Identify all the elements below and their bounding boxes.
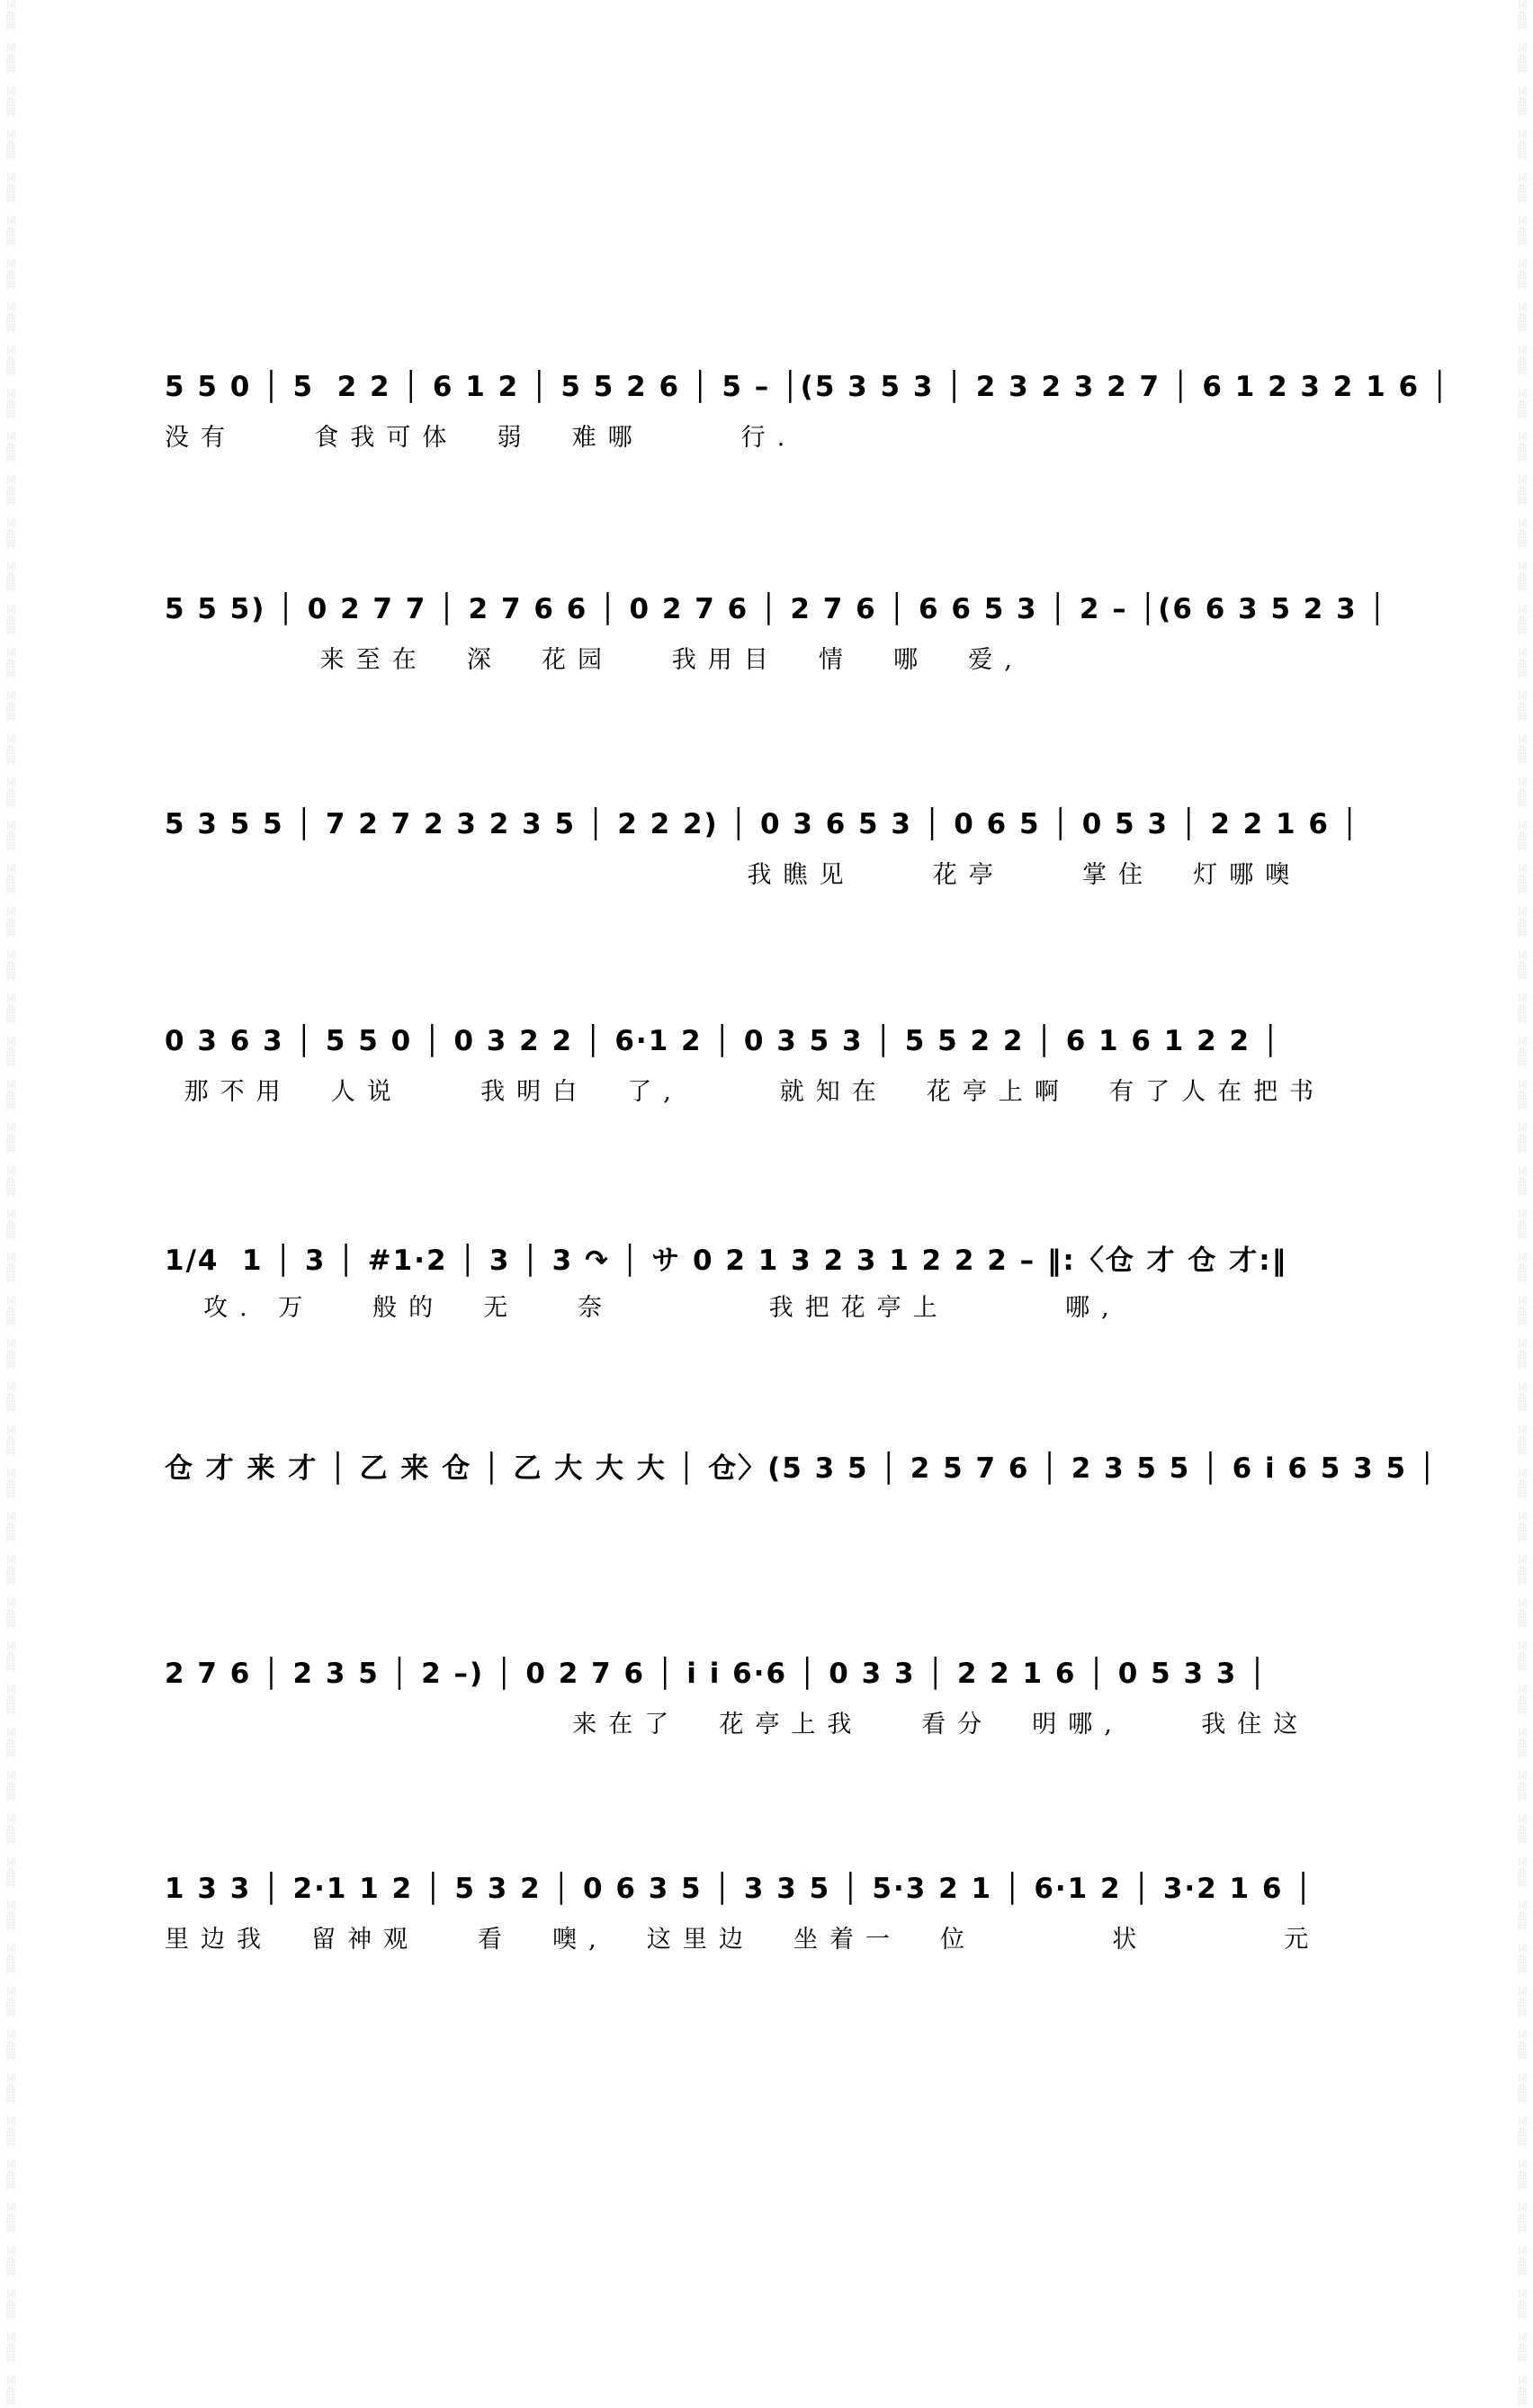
notes-line-8: 1 3 3 │ 2·1 1 2 │ 5 3 2 │ 0 6 3 5 │ 3 3 5 │ 5·3 2 1 │ 6·1 2 │ 3·2 1 6 │ [165,1873,1313,1905]
score-line-4 [165,1016,1388,1115]
lyrics-line-6 [165,1496,1388,1532]
notes-line-3: 5 3 5 5 │ 7 2 7 2 3 2 3 5 │ 2 2 2) │ 0 3 6 5 3 │ 0 6 5 │ 0 5 3 │ 2 2 1 6 │ [165,808,1360,840]
score-line-8 [165,1864,1388,1963]
notes-line-4: 0 3 6 3 │ 5 5 0 │ 0 3 2 2 │ 6·1 2 │ 0 3 5 3 │ 5 5 2 2 │ 6 1 6 1 2 2 │ [165,1025,1281,1057]
lyrics-line-4: 那不用 人说 我明白 了, 就知在 花亭上啊 有了人在把书 [165,1078,1326,1106]
lyrics-line-7: 来在了 花亭上我 看分 明哪, 我住这 [165,1711,1310,1739]
lyrics-line-2: 来至在 深 花园 我用目 情 哪 爱, [165,646,1024,674]
lyrics-line-8: 里边我 留神观 看 噢, 这里边 坐着一 位 状 元 [165,1926,1321,1954]
score-line-6 [165,1440,1438,1539]
score-line-2 [165,584,1388,683]
score-line-5 [165,1232,1388,1331]
lyrics-line-5: 攻. 万 般的 无 奈 我把花亭上 哪, [165,1294,1121,1322]
notes-line-2: 5 5 5) │ 0 2 7 7 │ 2 7 6 6 │ 0 2 7 6 │ 2 7 6 │ 6 6 5 3 │ 2 – │(6 6 3 5 2 3 │ [165,593,1388,625]
score-line-7 [165,1649,1388,1748]
notes-line-1: 5 5 0 │ 5 2 2 │ 6 1 2 │ 5 5 2 6 │ 5 – │(5 3 5 3 │ 2 3 2 3 2 7 │ 6 1 2 3 2 1 6 │ [165,371,1450,403]
lyrics-line-3: 我瞧见 花亭 掌住 灯哪噢 [165,861,1302,889]
watermark-left: 词 曲 网 词 曲 网 词 曲 网 词 曲 网 词 曲 网 词 曲 网 词 曲 网 词 曲 网 词 曲 网 词 曲 网 词 曲 网 词 曲 网 词 曲 网 词 曲 网 词 曲 网 词 曲 网 词 曲 网 词 曲 网 词 曲 网 词 曲 网 词 曲 网 词 曲 网 词 曲 网 词 曲 网 词 曲 网 词 曲 网 词 曲 网 词 曲 网 词 曲 网 词 曲 网 词 曲 网 词 曲 网 词 曲 网 词 曲 网 词 曲 网 词 曲 网 词 曲 网 词 曲 网 词 曲 网 词 曲 网 词 曲 网 词 曲 网 词 曲 网 词 曲 网 词 曲 网 词 曲 网 词 曲 网 词 曲 网 词 曲 网 词 曲 网 词 曲 网 词 曲 网 词 曲 网 词 曲 网 词 曲 网 词 曲 网 [5,0,16,2408]
score-line-3 [165,799,1388,898]
notes-line-6: 仓 才 来 才 │ 乙 来 仓 │ 乙 大 大 大 │ 仓〉(5 3 5 │ 2 5 7 6 │ 2 3 5 5 │ 6 i 6 5 3 5 │ [165,1451,1438,1485]
notes-line-7: 2 7 6 │ 2 3 5 │ 2 –) │ 0 2 7 6 │ i i 6·6 │ 0 3 3 │ 2 2 1 6 │ 0 5 3 3 │ [165,1658,1268,1690]
notes-line-5: 1/4 1 │ 3 │ #1·2 │ 3 │ 3 ↷ │ サ 0 2 1 3 2 3 1 2 2 2 – ‖:〈仓 才 仓 才:‖ [165,1244,1288,1277]
watermark-right: 词 曲 网 词 曲 网 词 曲 网 词 曲 网 词 曲 网 词 曲 网 词 曲 网 词 曲 网 词 曲 网 词 曲 网 词 曲 网 词 曲 网 词 曲 网 词 曲 网 词 曲 网 词 曲 网 词 曲 网 词 曲 网 词 曲 网 词 曲 网 词 曲 网 词 曲 网 词 曲 网 词 曲 网 词 曲 网 词 曲 网 词 曲 网 词 曲 网 词 曲 网 词 曲 网 词 曲 网 词 曲 网 词 曲 网 词 曲 网 词 曲 网 词 曲 网 词 曲 网 词 曲 网 词 曲 网 词 曲 网 词 曲 网 词 曲 网 词 曲 网 词 曲 网 词 曲 网 词 曲 网 词 曲 网 词 曲 网 词 曲 网 词 曲 网 词 曲 网 词 曲 网 词 曲 网 词 曲 网 词 曲 网 词 曲 网 [1517,0,1528,2408]
lyrics-line-1: 没有 食我可体 弱 难哪 行. [165,424,797,452]
score-line-1 [165,362,1450,461]
